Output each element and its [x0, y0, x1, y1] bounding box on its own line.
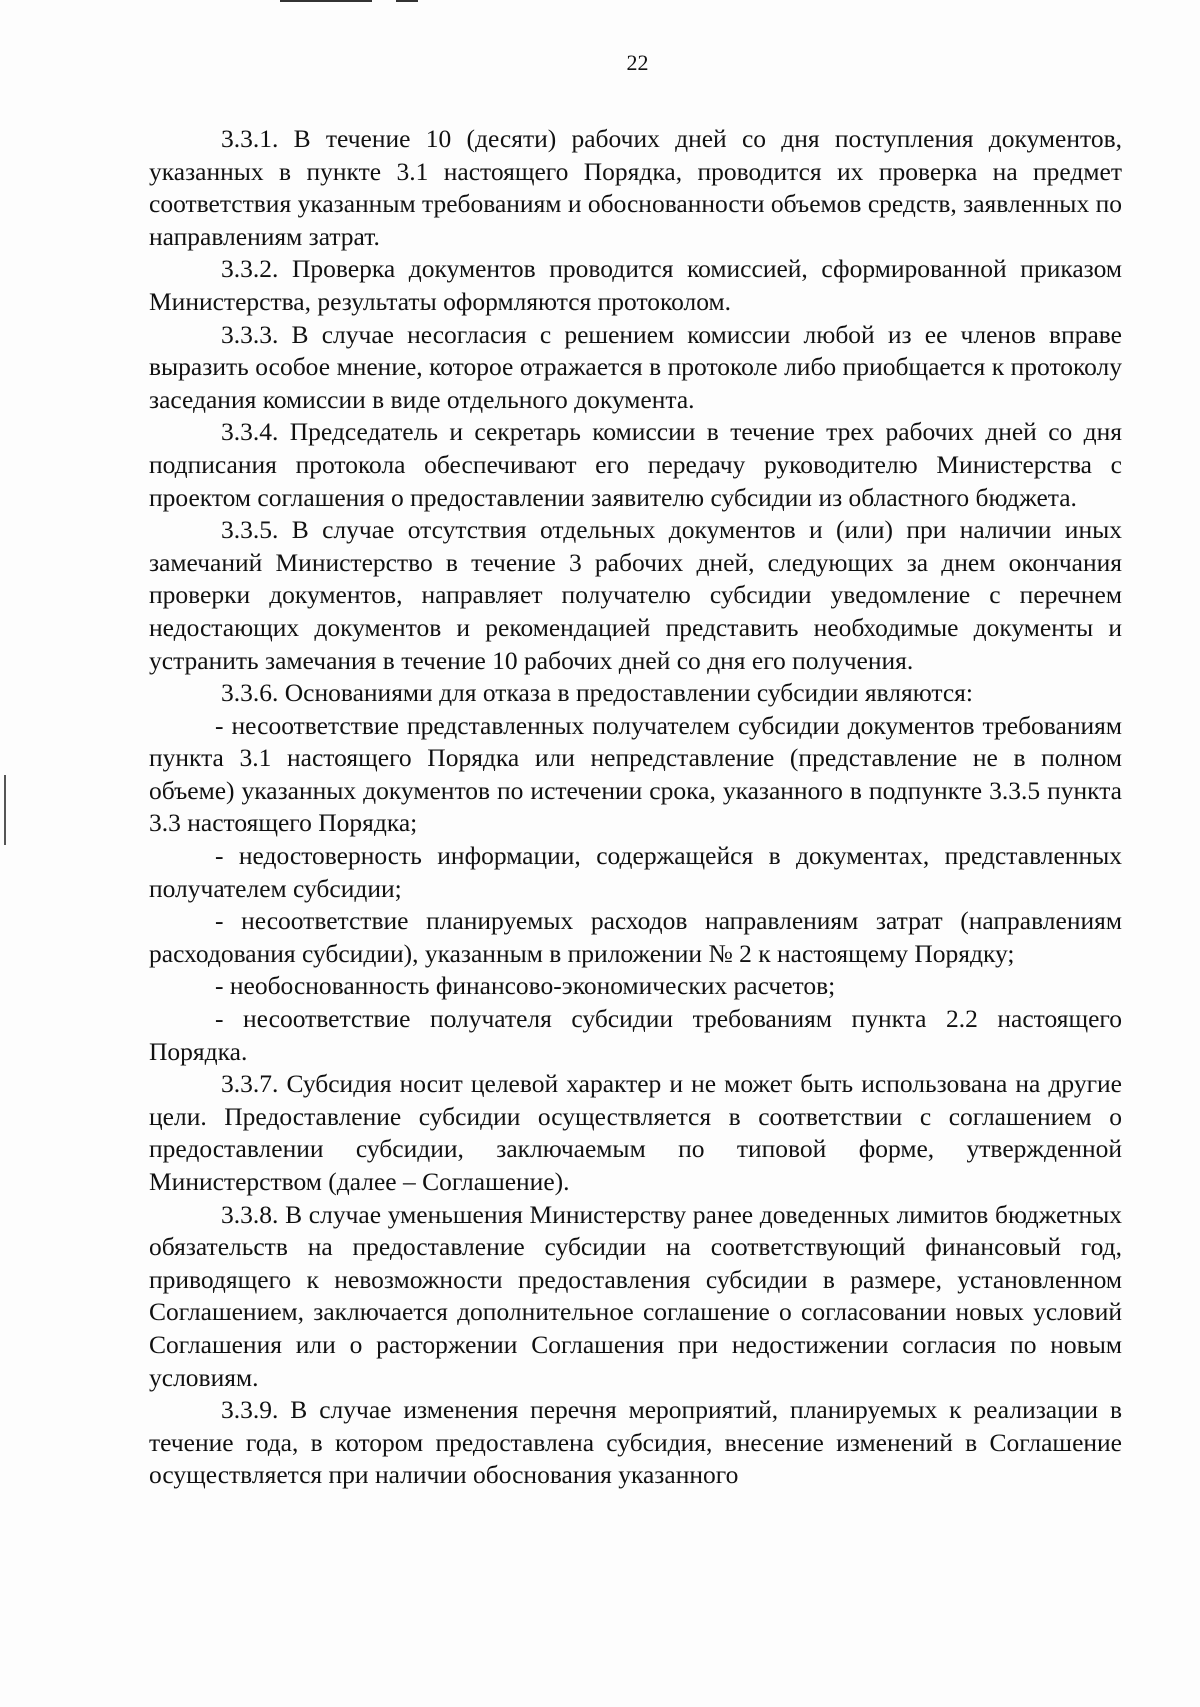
document-body — [149, 123, 1122, 1492]
paragraph-3-3-7: 3.3.7. Субсидия носит целевой характер и не может быть использована на другие цели. Предоставление субсидии осуществляется в соответствии с соглашением о предоставлении субсидии, заключаемым по типовой форме, утвержденной Министерством (далее – Соглашение). — [149, 1069, 1122, 1196]
list-item-refusal-ground: - несоответствие представленных получателем субсидии документов требованиям пункта 3.1 настоящего Порядка или непредставление (представление не в полном объеме) указанных документов по истечении срока, указанного в подпункте 3.3.5 пункта 3.3 настоящего Порядка; — [149, 710, 1122, 838]
paragraph-3-3-9: 3.3.9. В случае изменения перечня мероприятий, планируемых к реализации в течение года, в котором предоставлена субсидия, внесение изменений в Соглашение осуществляется при наличии обоснования указанного — [149, 1395, 1122, 1490]
list-item-refusal-ground: - несоответствие планируемых расходов направлениям затрат (направлениям расходования субсидии), указанным в приложении № 2 к настоящему Порядку; — [149, 906, 1122, 968]
scan-artifact-margin — [4, 775, 6, 845]
paragraph-3-3-5: 3.3.5. В случае отсутствия отдельных документов и (или) при наличии иных замечаний Министерство в течение 3 рабочих дней, следующих за днем окончания проверки документов, направляет получателю субсидии уведомление с перечнем недостающих документов и рекомендацией представить необходимые документы и устранить замечания в течение 10 рабочих дней со дня его получения. — [149, 515, 1122, 675]
paragraph-3-3-2: 3.3.2. Проверка документов проводится комиссией, сформированной приказом Министерства, результаты оформляются протоколом. — [149, 254, 1122, 316]
scan-artifact-line — [396, 0, 418, 2]
scan-artifact-line — [280, 0, 372, 2]
paragraph-3-3-6: 3.3.6. Основаниями для отказа в предоставлении субсидии являются: — [221, 678, 974, 708]
list-item-refusal-ground: - несоответствие получателя субсидии требованиям пункта 2.2 настоящего Порядка. — [149, 1004, 1122, 1066]
page-number: 22 — [626, 50, 649, 75]
paragraph-3-3-4: 3.3.4. Председатель и секретарь комиссии в течение трех рабочих дней со дня подписания протокола обеспечивают его передачу руководителю Министерства с проектом соглашения о предоставлении заявителю субсидии из областного бюджета. — [149, 417, 1122, 512]
paragraph-3-3-8: 3.3.8. В случае уменьшения Министерству ранее доведенных лимитов бюджетных обязательств на предоставление субсидии на соответствующий финансовый год, приводящего к невозможности предоставления субсидии в размере, установленном Соглашением, заключается дополнительное соглашение о согласовании новых условий Соглашения или о расторжении Соглашения при недостижении согласия по новым условиям. — [149, 1199, 1122, 1392]
list-item-refusal-ground: - недостоверность информации, содержащейся в документах, представленных получателем субсидии; — [149, 841, 1122, 903]
paragraph-3-3-1: 3.3.1. В течение 10 (десяти) рабочих дней со дня поступления документов, указанных в пункте 3.1 настоящего Порядка, проводится их проверка на предмет соответствия указанным требованиям и обоснованности объемов средств, заявленных по направлениям затрат. — [149, 124, 1122, 251]
list-item-refusal-ground: - необоснованность финансово-экономических расчетов; — [215, 971, 836, 1001]
paragraph-3-3-3: 3.3.3. В случае несогласия с решением комиссии любой из ее членов вправе выразить особое мнение, которое отражается в протоколе либо приобщается к протоколу заседания комиссии в виде отдельного документа. — [149, 319, 1122, 414]
